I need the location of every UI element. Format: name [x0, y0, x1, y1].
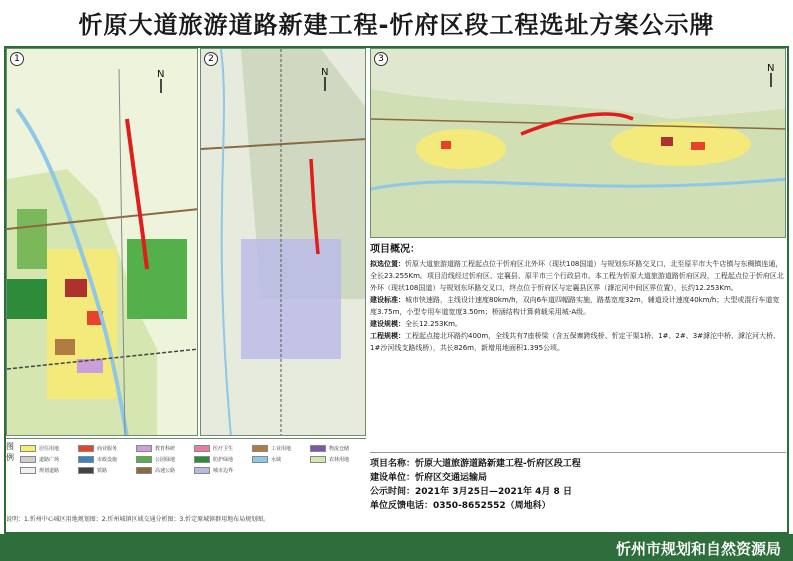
legend-item	[252, 454, 281, 464]
legend-swatch	[20, 467, 36, 474]
overview-paragraph	[370, 318, 786, 330]
legend-item	[20, 443, 59, 453]
map-panel-1	[6, 48, 198, 436]
project-name-row	[370, 457, 786, 471]
legend-item	[310, 454, 349, 464]
legend-item	[310, 443, 349, 453]
legend-label: 水域	[271, 456, 282, 463]
map-number-2: 2	[204, 52, 218, 66]
legend-label: 城市边界	[213, 467, 234, 474]
title-bar	[0, 0, 793, 44]
map-panel-2	[200, 48, 366, 436]
legend-swatch	[194, 467, 210, 474]
legend-label: 高速公路	[155, 467, 176, 474]
publicity-time-label: 公示时间：	[370, 487, 416, 497]
publicity-time-value: 2021年 3月25日—2021年 4月 8 日	[415, 487, 572, 497]
legend-title: 图 例	[6, 442, 14, 462]
footer-issuer: 忻州市规划和自然资源局	[615, 540, 781, 558]
legend-label: 商业服务	[97, 445, 118, 452]
legend-label: 防护绿地	[213, 456, 234, 463]
map-number-1: 1	[10, 52, 24, 66]
legend-label: 居住用地	[39, 445, 60, 452]
map-number-3: 3	[374, 52, 388, 66]
legend-item	[78, 443, 117, 453]
land-use-map-1	[7, 49, 198, 436]
publicity-time-row	[370, 485, 786, 499]
legend-note: 说明：1.忻州中心城区用地规划图；2.忻州城镇区域交通分析图；3.忻定原城镇群用地布局规划图。	[6, 516, 270, 523]
legend-label: 公园绿地	[155, 456, 176, 463]
legend-swatch	[252, 445, 268, 452]
legend-label: 工业用地	[271, 445, 292, 452]
legend-swatch	[310, 445, 326, 452]
overview-heading: 项目概况：	[370, 244, 420, 255]
footer-bar	[0, 534, 793, 561]
map-panel-3	[370, 48, 786, 238]
page-title: 忻原大道旅游道路新建工程-忻府区段工程选址方案公示牌	[78, 10, 715, 39]
legend-item	[194, 443, 233, 453]
legend-item	[20, 454, 59, 464]
traffic-analysis-map-2	[201, 49, 366, 436]
legend-label: 铁路	[97, 467, 108, 474]
feedback-phone-row	[370, 499, 786, 513]
legend-item	[194, 465, 233, 475]
legend-swatch	[136, 467, 152, 474]
overview-paragraph-label: 拟选位置：	[370, 260, 405, 268]
legend-item	[136, 454, 175, 464]
builder-row	[370, 471, 786, 485]
legend-swatch	[20, 445, 36, 452]
legend-swatch	[78, 467, 94, 474]
legend-label: 物流仓储	[329, 445, 350, 452]
builder-value: 忻府区交通运输局	[415, 473, 488, 483]
overview-paragraph-text: 城市快速路，主线设计速度80km/h，双向6车道四幅路实施，路基宽度32m，辅道设计速度40km/h；大型或混行车道宽度3.75m，小型专用车道宽度3.50m；桥涵结构计算荷载采用城-A级。	[370, 296, 780, 316]
project-name-label: 项目名称：	[370, 459, 416, 469]
legend-label: 规划道路	[39, 467, 60, 474]
legend-label: 道路广场	[39, 456, 60, 463]
legend-swatch	[78, 445, 94, 452]
legend-item	[136, 443, 175, 453]
legend-swatch	[20, 456, 36, 463]
legend-item	[252, 443, 291, 453]
legend-item	[20, 465, 59, 475]
legend-swatch	[252, 456, 268, 463]
regional-layout-map-3	[371, 49, 786, 238]
overview-paragraph	[370, 330, 786, 354]
project-info	[370, 452, 786, 524]
legend-swatch	[310, 456, 326, 463]
builder-label: 建设单位：	[370, 473, 416, 483]
svg-text:N: N	[767, 63, 775, 74]
overview-paragraph	[370, 258, 786, 294]
legend-item	[136, 465, 175, 475]
svg-text:N: N	[157, 69, 165, 80]
legend-swatch	[136, 456, 152, 463]
legend	[6, 438, 366, 523]
legend-label: 农林用地	[329, 456, 350, 463]
legend-item	[78, 454, 117, 464]
overview-paragraph-text: 工程起点接北环路约400m，全线共有7座桥梁（含五保寨跨线桥、忻定干渠1桥、1#、2#、3#滹沱中桥、滹沱河大桥、1#沙河线支路线桥），共长826m，新增用地面积1.395公顷。	[370, 332, 781, 352]
legend-swatch	[194, 445, 210, 452]
legend-swatch	[194, 456, 210, 463]
overview-paragraph-label: 建设规模：	[370, 320, 405, 328]
feedback-phone-label: 单位反馈电话：	[370, 501, 434, 511]
overview-paragraph-text: 忻原大道旅游道路工程起点位于忻府区北外环（现状108国道）与规划东环路交叉口，北至原平市大牛店镇与东稠镇连通，全长23.255Km。项目沿线经过忻府区、定襄县、原平市三个行政县市。本工程为忻原大道旅游道路忻府区段，工程起点位于忻府区北外环（现状108国道）与规划东环路交叉口，终点位于忻府区与定襄县区界（滹沱河中间区界位置），长约12.253Km。	[370, 260, 784, 292]
legend-swatch	[78, 456, 94, 463]
legend-swatch	[136, 445, 152, 452]
overview-paragraph-label: 建设标准：	[370, 296, 405, 304]
legend-item	[78, 465, 107, 475]
overview-paragraph-text: 全长12.253Km。	[405, 320, 462, 328]
project-name-value: 忻原大道旅游道路新建工程-忻府区段工程	[415, 459, 581, 469]
feedback-phone-value: 0350-8652552（周地科）	[433, 501, 551, 511]
overview-paragraph-label: 工程规模：	[370, 332, 405, 340]
legend-label: 医疗卫生	[213, 445, 234, 452]
project-overview	[370, 240, 786, 454]
legend-item	[194, 454, 233, 464]
legend-label: 教育科研	[155, 445, 176, 452]
overview-paragraph	[370, 294, 786, 318]
svg-text:N: N	[321, 67, 329, 78]
legend-label: 市政设施	[97, 456, 118, 463]
